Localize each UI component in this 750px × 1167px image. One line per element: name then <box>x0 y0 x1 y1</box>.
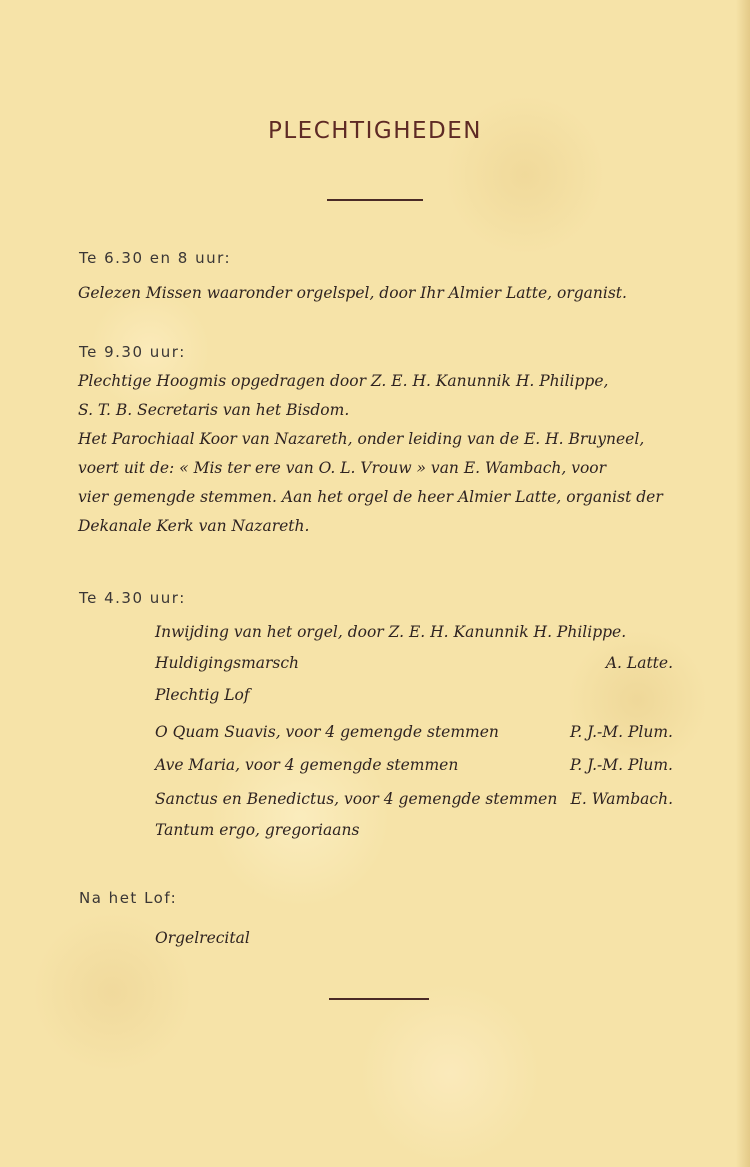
high-mass-line-3: Het Parochiaal Koor van Nazareth, onder leiding van de E. H. Bruyneel, <box>78 430 645 448</box>
program-item-composer: A. Latte. <box>605 654 673 672</box>
program-item <box>155 654 673 678</box>
program-item <box>155 756 673 780</box>
time-label-morning: Te 6.30 en 8 uur: <box>79 249 232 267</box>
program-item-text: Tantum ergo, gregoriaans <box>155 821 360 839</box>
program-item <box>155 790 673 814</box>
program-item <box>155 623 673 647</box>
program-item <box>155 686 673 710</box>
program-item-text: Sanctus en Benedictus, voor 4 gemengde stemmen <box>155 790 558 808</box>
time-label-afternoon: Te 4.30 uur: <box>79 589 186 607</box>
program-item-text: Inwijding van het orgel, door Z. E. H. Kanunnik H. Philippe. <box>155 623 627 641</box>
high-mass-line-1: Plechtige Hoogmis opgedragen door Z. E. H. Kanunnik H. Philippe, <box>78 372 609 390</box>
program-item <box>155 723 673 747</box>
time-label-after-lof: Na het Lof: <box>79 889 178 907</box>
top-divider <box>327 199 423 201</box>
program-item <box>155 821 673 845</box>
program-item-text: Ave Maria, voor 4 gemengde stemmen <box>155 756 459 774</box>
program-item-text: Huldigingsmarsch <box>155 654 300 672</box>
program-item <box>155 929 673 953</box>
program-item-composer: E. Wambach. <box>570 790 673 808</box>
program-item-text: O Quam Suavis, voor 4 gemengde stemmen <box>155 723 499 741</box>
high-mass-line-4: voert uit de: « Mis ter ere van O. L. Vrouw » van E. Wambach, voor <box>78 459 607 477</box>
program-item-text: Plechtig Lof <box>155 686 250 704</box>
page-edge-shadow <box>736 0 750 1167</box>
page-title: PLECHTIGHEDEN <box>267 118 482 144</box>
high-mass-line-6: Dekanale Kerk van Nazareth. <box>78 517 310 535</box>
morning-masses-line: Gelezen Missen waaronder orgelspel, door Ihr Almier Latte, organist. <box>78 284 627 302</box>
time-label-high-mass: Te 9.30 uur: <box>79 343 186 361</box>
program-item-composer: P. J.-M. Plum. <box>569 756 673 774</box>
program-item-composer: P. J.-M. Plum. <box>569 723 673 741</box>
high-mass-line-2: S. T. B. Secretaris van het Bisdom. <box>78 401 350 419</box>
program-item-text: Orgelrecital <box>155 929 250 947</box>
bottom-divider <box>329 998 429 1000</box>
high-mass-line-5: vier gemengde stemmen. Aan het orgel de heer Almier Latte, organist der <box>78 488 663 506</box>
